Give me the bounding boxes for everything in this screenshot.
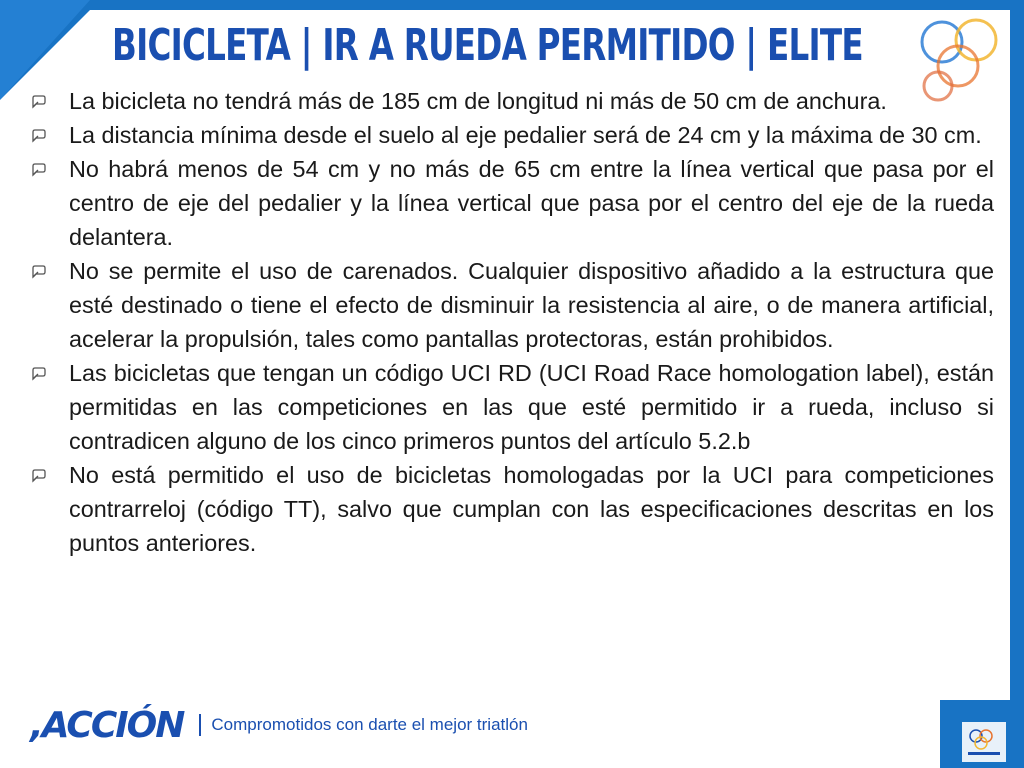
list-item	[28, 254, 994, 356]
list-item	[28, 356, 994, 458]
bullet-text: No está permitido el uso de bicicletas homologadas por la UCI para competiciones contrarreloj (código TT), salvo que cumplan con las especificaciones descritas en los puntos anteriores.	[69, 462, 994, 556]
list-item	[28, 152, 994, 254]
federation-logo	[962, 722, 1006, 762]
bullet-icon	[30, 263, 48, 281]
frame-right	[1010, 0, 1024, 768]
bullet-text: La bicicleta no tendrá más de 185 cm de longitud ni más de 50 cm de anchura.	[69, 88, 887, 114]
bullet-icon	[30, 365, 48, 383]
list-item	[28, 84, 994, 118]
slide-title: BICICLETA | IR A RUEDA PERMITIDO | ELITE	[112, 20, 863, 71]
bullet-icon	[30, 161, 48, 179]
bullet-icon	[30, 93, 48, 111]
bullet-text: La distancia mínima desde el suelo al eje pedalier será de 24 cm y la máxima de 30 cm.	[69, 122, 982, 148]
footer-separator	[199, 714, 201, 736]
bullet-text: No se permite el uso de carenados. Cualquier dispositivo añadido a la estructura que esté destinado o tiene el efecto de disminuir la resistencia al aire, o de manera artificial, acelerar la propulsión, tales como pantallas protectoras, están prohibidos.	[69, 258, 994, 352]
footer-tagline: Compromotidos con darte el mejor triatlón	[211, 715, 528, 734]
bullet-icon	[30, 127, 48, 145]
footer	[30, 700, 528, 750]
list-item	[28, 458, 994, 560]
bullet-icon	[30, 467, 48, 485]
list-item	[28, 118, 994, 152]
bullet-text: No habrá menos de 54 cm y no más de 65 cm entre la línea vertical que pasa por el centro de eje del pedalier y la línea vertical que pasa por el centro del eje de la rueda delantera.	[69, 156, 994, 250]
bullet-list	[28, 84, 994, 560]
footer-brand: ,ACCIÓN	[30, 704, 184, 746]
bullet-text: Las bicicletas que tengan un código UCI RD (UCI Road Race homologation label), están permitidas en las competiciones en las que esté permitido ir a rueda, incluso si contradicen alguno de los cinco primeros puntos del artículo 5.2.b	[69, 360, 994, 454]
